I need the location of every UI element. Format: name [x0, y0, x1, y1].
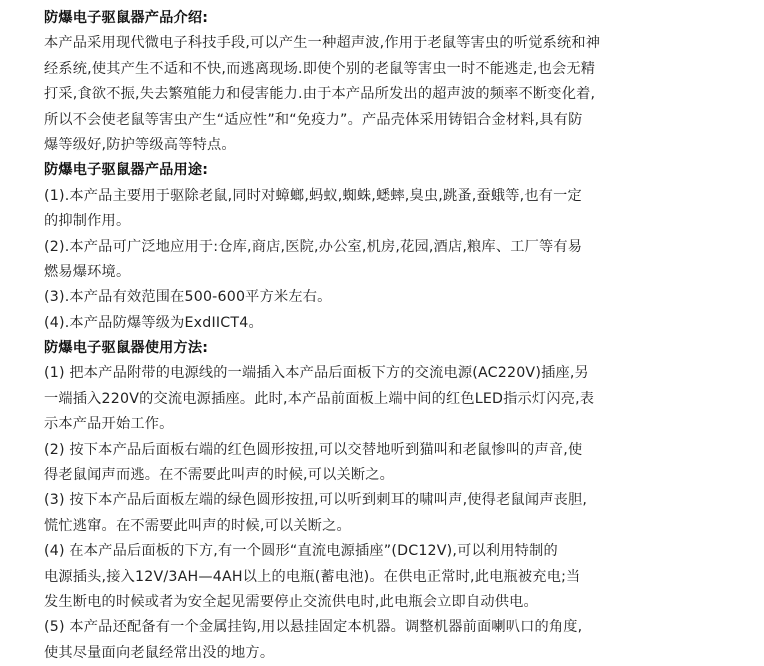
- text-line: 使其尽量面向老鼠经常出没的地方。: [44, 644, 275, 661]
- text-line: (1) 把本产品附带的电源线的一端插入本产品后面板下方的交流电源(AC220V)插座,另: [44, 365, 589, 382]
- text-line: 得老鼠闻声而逃。在不需要此叫声的时候,可以关断之。: [44, 467, 395, 484]
- text-line: (2) 按下本产品后面板右端的红色圆形按扭,可以交替地听到猫叫和老鼠惨叫的声音,使: [44, 441, 583, 458]
- section-heading-uses: 防爆电子驱鼠器产品用途:: [44, 162, 209, 179]
- text-line: 慌忙逃窜。在不需要此叫声的时候,可以关断之。: [44, 517, 351, 534]
- text-line: (5) 本产品还配备有一个金属挂钩,用以悬挂固定本机器。调整机器前面喇叭口的角度,: [44, 619, 583, 636]
- text-line: 爆等级好,防护等级高等特点。: [44, 136, 236, 153]
- text-line: 示本产品开始工作。: [44, 416, 174, 433]
- text-line: 燃易爆环境。: [44, 263, 131, 280]
- text-line: 经系统,使其产生不适和不快,而逃离现场.即使个别的老鼠等害虫一时不能逃走,也会无精: [44, 60, 596, 77]
- text-line: 一端插入220V的交流电源插座。此时,本产品前面板上端中间的红色LED指示灯闪亮,表: [44, 390, 595, 407]
- text-line: 本产品采用现代微电子科技手段,可以产生一种超声波,作用于老鼠等害虫的听觉系统和神: [44, 35, 601, 52]
- section-heading-introduction: 防爆电子驱鼠器产品介绍:: [44, 10, 209, 26]
- text-line: 打采,食欲不振,失去繁殖能力和侵害能力.由于本产品所发出的超声波的频率不断变化着,: [44, 86, 596, 103]
- text-line: (4).本产品防爆等级为ExdIICT4。: [44, 314, 263, 331]
- section-heading-usage-method: 防爆电子驱鼠器使用方法:: [44, 340, 209, 357]
- text-line: (1).本产品主要用于驱除老鼠,同时对蟑螂,蚂蚁,蜘蛛,蟋蟀,臭虫,跳蚤,蚕蛾等,也有一定: [44, 187, 582, 204]
- text-line: 电源插头,接入12V/3AH—4AH以上的电瓶(蓄电池)。在供电正常时,此电瓶被充电;当: [44, 568, 581, 585]
- text-line: 发生断电的时候或者为安全起见需要停止交流供电时,此电瓶会立即自动供电。: [44, 593, 538, 610]
- text-line: 的抑制作用。: [44, 213, 131, 230]
- text-line: (3) 按下本产品后面板左端的绿色圆形按扭,可以听到刺耳的啸叫声,使得老鼠闻声丧胆,: [44, 492, 588, 509]
- text-line: 所以不会使老鼠等害虫产生“适应性”和“免疫力”。产品壳体采用铸铝合金材料,具有防: [44, 111, 583, 128]
- text-line: (3).本产品有效范围在500-600平方米左右。: [44, 289, 332, 306]
- text-line: (2).本产品可广泛地应用于:仓库,商店,医院,办公室,机房,花园,酒店,粮库、工厂等有易: [44, 238, 583, 255]
- text-line: (4) 在本产品后面板的下方,有一个圆形“直流电源插座”(DC12V),可以利用特制的: [44, 543, 558, 560]
